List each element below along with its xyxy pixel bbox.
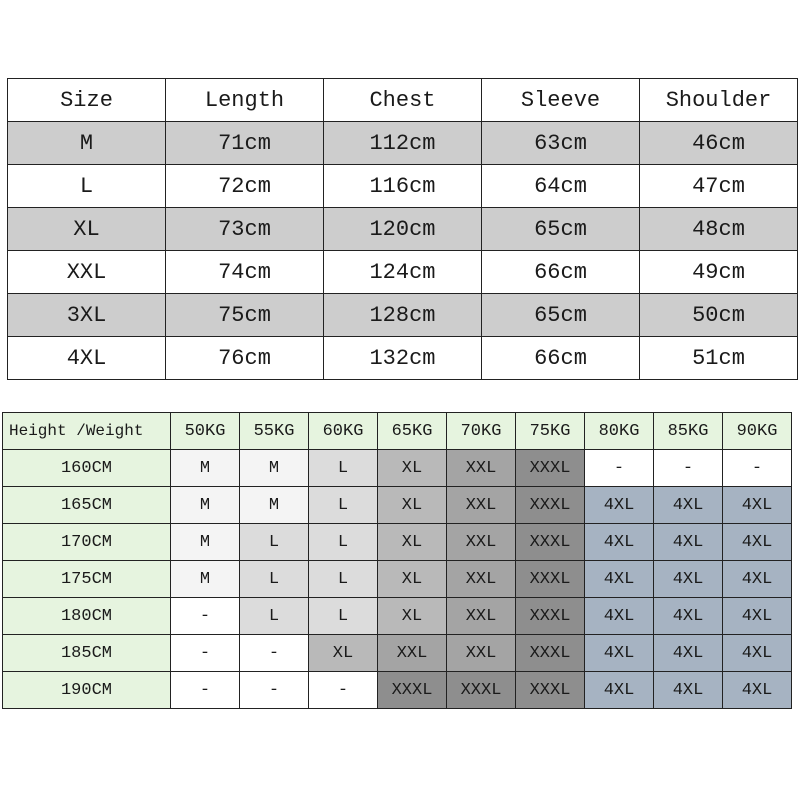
height-header: 190CM [3,672,171,709]
fit-table-row [3,561,792,598]
height-header: 170CM [3,524,171,561]
recommended-size-cell: XXL [447,598,516,635]
size-table-row [8,294,798,337]
recommended-size-cell: 4XL [723,487,792,524]
size-cell: XXL [8,251,166,294]
recommended-size-cell: L [309,524,378,561]
weight-header: 65KG [378,413,447,450]
length-cell: 73cm [166,208,324,251]
shoulder-cell: 46cm [640,122,798,165]
weight-header: 80KG [585,413,654,450]
recommended-size-cell: 4XL [585,672,654,709]
recommended-size-cell: XL [378,598,447,635]
weight-header: 70KG [447,413,516,450]
shoulder-cell: 50cm [640,294,798,337]
recommended-size-cell: 4XL [723,524,792,561]
length-cell: 76cm [166,337,324,380]
size-table-row [8,337,798,380]
sleeve-cell: 64cm [482,165,640,208]
weight-header: 50KG [171,413,240,450]
weight-header: 55KG [240,413,309,450]
recommended-size-cell: XXXL [516,635,585,672]
chest-cell: 112cm [324,122,482,165]
height-weight-fit-table [2,412,792,709]
fit-table-row [3,598,792,635]
recommended-size-cell: - [654,450,723,487]
size-table-header-row [8,79,798,122]
recommended-size-cell: L [240,598,309,635]
height-header: 160CM [3,450,171,487]
recommended-size-cell: XXXL [516,561,585,598]
recommended-size-cell: XXXL [447,672,516,709]
recommended-size-cell: M [171,524,240,561]
sleeve-cell: 66cm [482,251,640,294]
sleeve-cell: 63cm [482,122,640,165]
size-measurement-table [7,78,798,380]
weight-header: 85KG [654,413,723,450]
length-cell: 74cm [166,251,324,294]
recommended-size-cell: L [309,598,378,635]
recommended-size-cell: XXXL [516,672,585,709]
recommended-size-cell: - [723,450,792,487]
recommended-size-cell: L [240,561,309,598]
shoulder-cell: 51cm [640,337,798,380]
size-table-row [8,122,798,165]
size-cell: 4XL [8,337,166,380]
recommended-size-cell: 4XL [585,524,654,561]
height-weight-corner-label: Height /Weight [3,413,171,450]
recommended-size-cell: - [309,672,378,709]
recommended-size-cell: M [171,450,240,487]
recommended-size-cell: XXL [447,635,516,672]
recommended-size-cell: XXL [447,487,516,524]
recommended-size-cell: 4XL [723,598,792,635]
recommended-size-cell: 4XL [585,635,654,672]
size-table-row [8,251,798,294]
recommended-size-cell: XL [309,635,378,672]
fit-table-row [3,450,792,487]
size-table-row [8,208,798,251]
recommended-size-cell: 4XL [654,635,723,672]
recommended-size-cell: 4XL [723,635,792,672]
height-header: 165CM [3,487,171,524]
size-cell: 3XL [8,294,166,337]
recommended-size-cell: XXXL [516,487,585,524]
recommended-size-cell: L [309,561,378,598]
size-header: Size [8,79,166,122]
shoulder-cell: 47cm [640,165,798,208]
fit-table-row [3,635,792,672]
weight-header: 60KG [309,413,378,450]
recommended-size-cell: XXXL [516,450,585,487]
chest-cell: 128cm [324,294,482,337]
size-cell: M [8,122,166,165]
recommended-size-cell: M [240,450,309,487]
recommended-size-cell: - [585,450,654,487]
recommended-size-cell: XL [378,524,447,561]
fit-table-row [3,672,792,709]
recommended-size-cell: L [309,487,378,524]
recommended-size-cell: 4XL [654,672,723,709]
height-header: 185CM [3,635,171,672]
recommended-size-cell: - [171,598,240,635]
chest-cell: 132cm [324,337,482,380]
height-header: 175CM [3,561,171,598]
length-cell: 75cm [166,294,324,337]
size-table-row [8,165,798,208]
recommended-size-cell: XXL [447,561,516,598]
length-cell: 72cm [166,165,324,208]
length-cell: 71cm [166,122,324,165]
recommended-size-cell: XXXL [516,598,585,635]
fit-table-header-row [3,413,792,450]
recommended-size-cell: XXL [447,450,516,487]
fit-table-row [3,487,792,524]
recommended-size-cell: XL [378,561,447,598]
sleeve-cell: 65cm [482,208,640,251]
sleeve-cell: 65cm [482,294,640,337]
recommended-size-cell: 4XL [585,598,654,635]
recommended-size-cell: XL [378,487,447,524]
recommended-size-cell: XXXL [378,672,447,709]
recommended-size-cell: 4XL [654,487,723,524]
chest-cell: 124cm [324,251,482,294]
recommended-size-cell: - [171,635,240,672]
recommended-size-cell: - [240,635,309,672]
chest-cell: 116cm [324,165,482,208]
size-cell: L [8,165,166,208]
fit-table-row [3,524,792,561]
shoulder-cell: 49cm [640,251,798,294]
recommended-size-cell: 4XL [654,561,723,598]
recommended-size-cell: 4XL [654,524,723,561]
weight-header: 75KG [516,413,585,450]
shoulder-cell: 48cm [640,208,798,251]
weight-header: 90KG [723,413,792,450]
recommended-size-cell: M [171,561,240,598]
recommended-size-cell: XXXL [516,524,585,561]
chest-header: Chest [324,79,482,122]
recommended-size-cell: M [171,487,240,524]
chest-cell: 120cm [324,208,482,251]
recommended-size-cell: - [240,672,309,709]
recommended-size-cell: XL [378,450,447,487]
recommended-size-cell: M [240,487,309,524]
recommended-size-cell: XXL [447,524,516,561]
sleeve-cell: 66cm [482,337,640,380]
shoulder-header: Shoulder [640,79,798,122]
recommended-size-cell: 4XL [654,598,723,635]
recommended-size-cell: XXL [378,635,447,672]
sleeve-header: Sleeve [482,79,640,122]
recommended-size-cell: 4XL [585,561,654,598]
recommended-size-cell: 4XL [585,487,654,524]
recommended-size-cell: 4XL [723,561,792,598]
recommended-size-cell: 4XL [723,672,792,709]
length-header: Length [166,79,324,122]
recommended-size-cell: L [309,450,378,487]
size-cell: XL [8,208,166,251]
recommended-size-cell: - [171,672,240,709]
recommended-size-cell: L [240,524,309,561]
height-header: 180CM [3,598,171,635]
